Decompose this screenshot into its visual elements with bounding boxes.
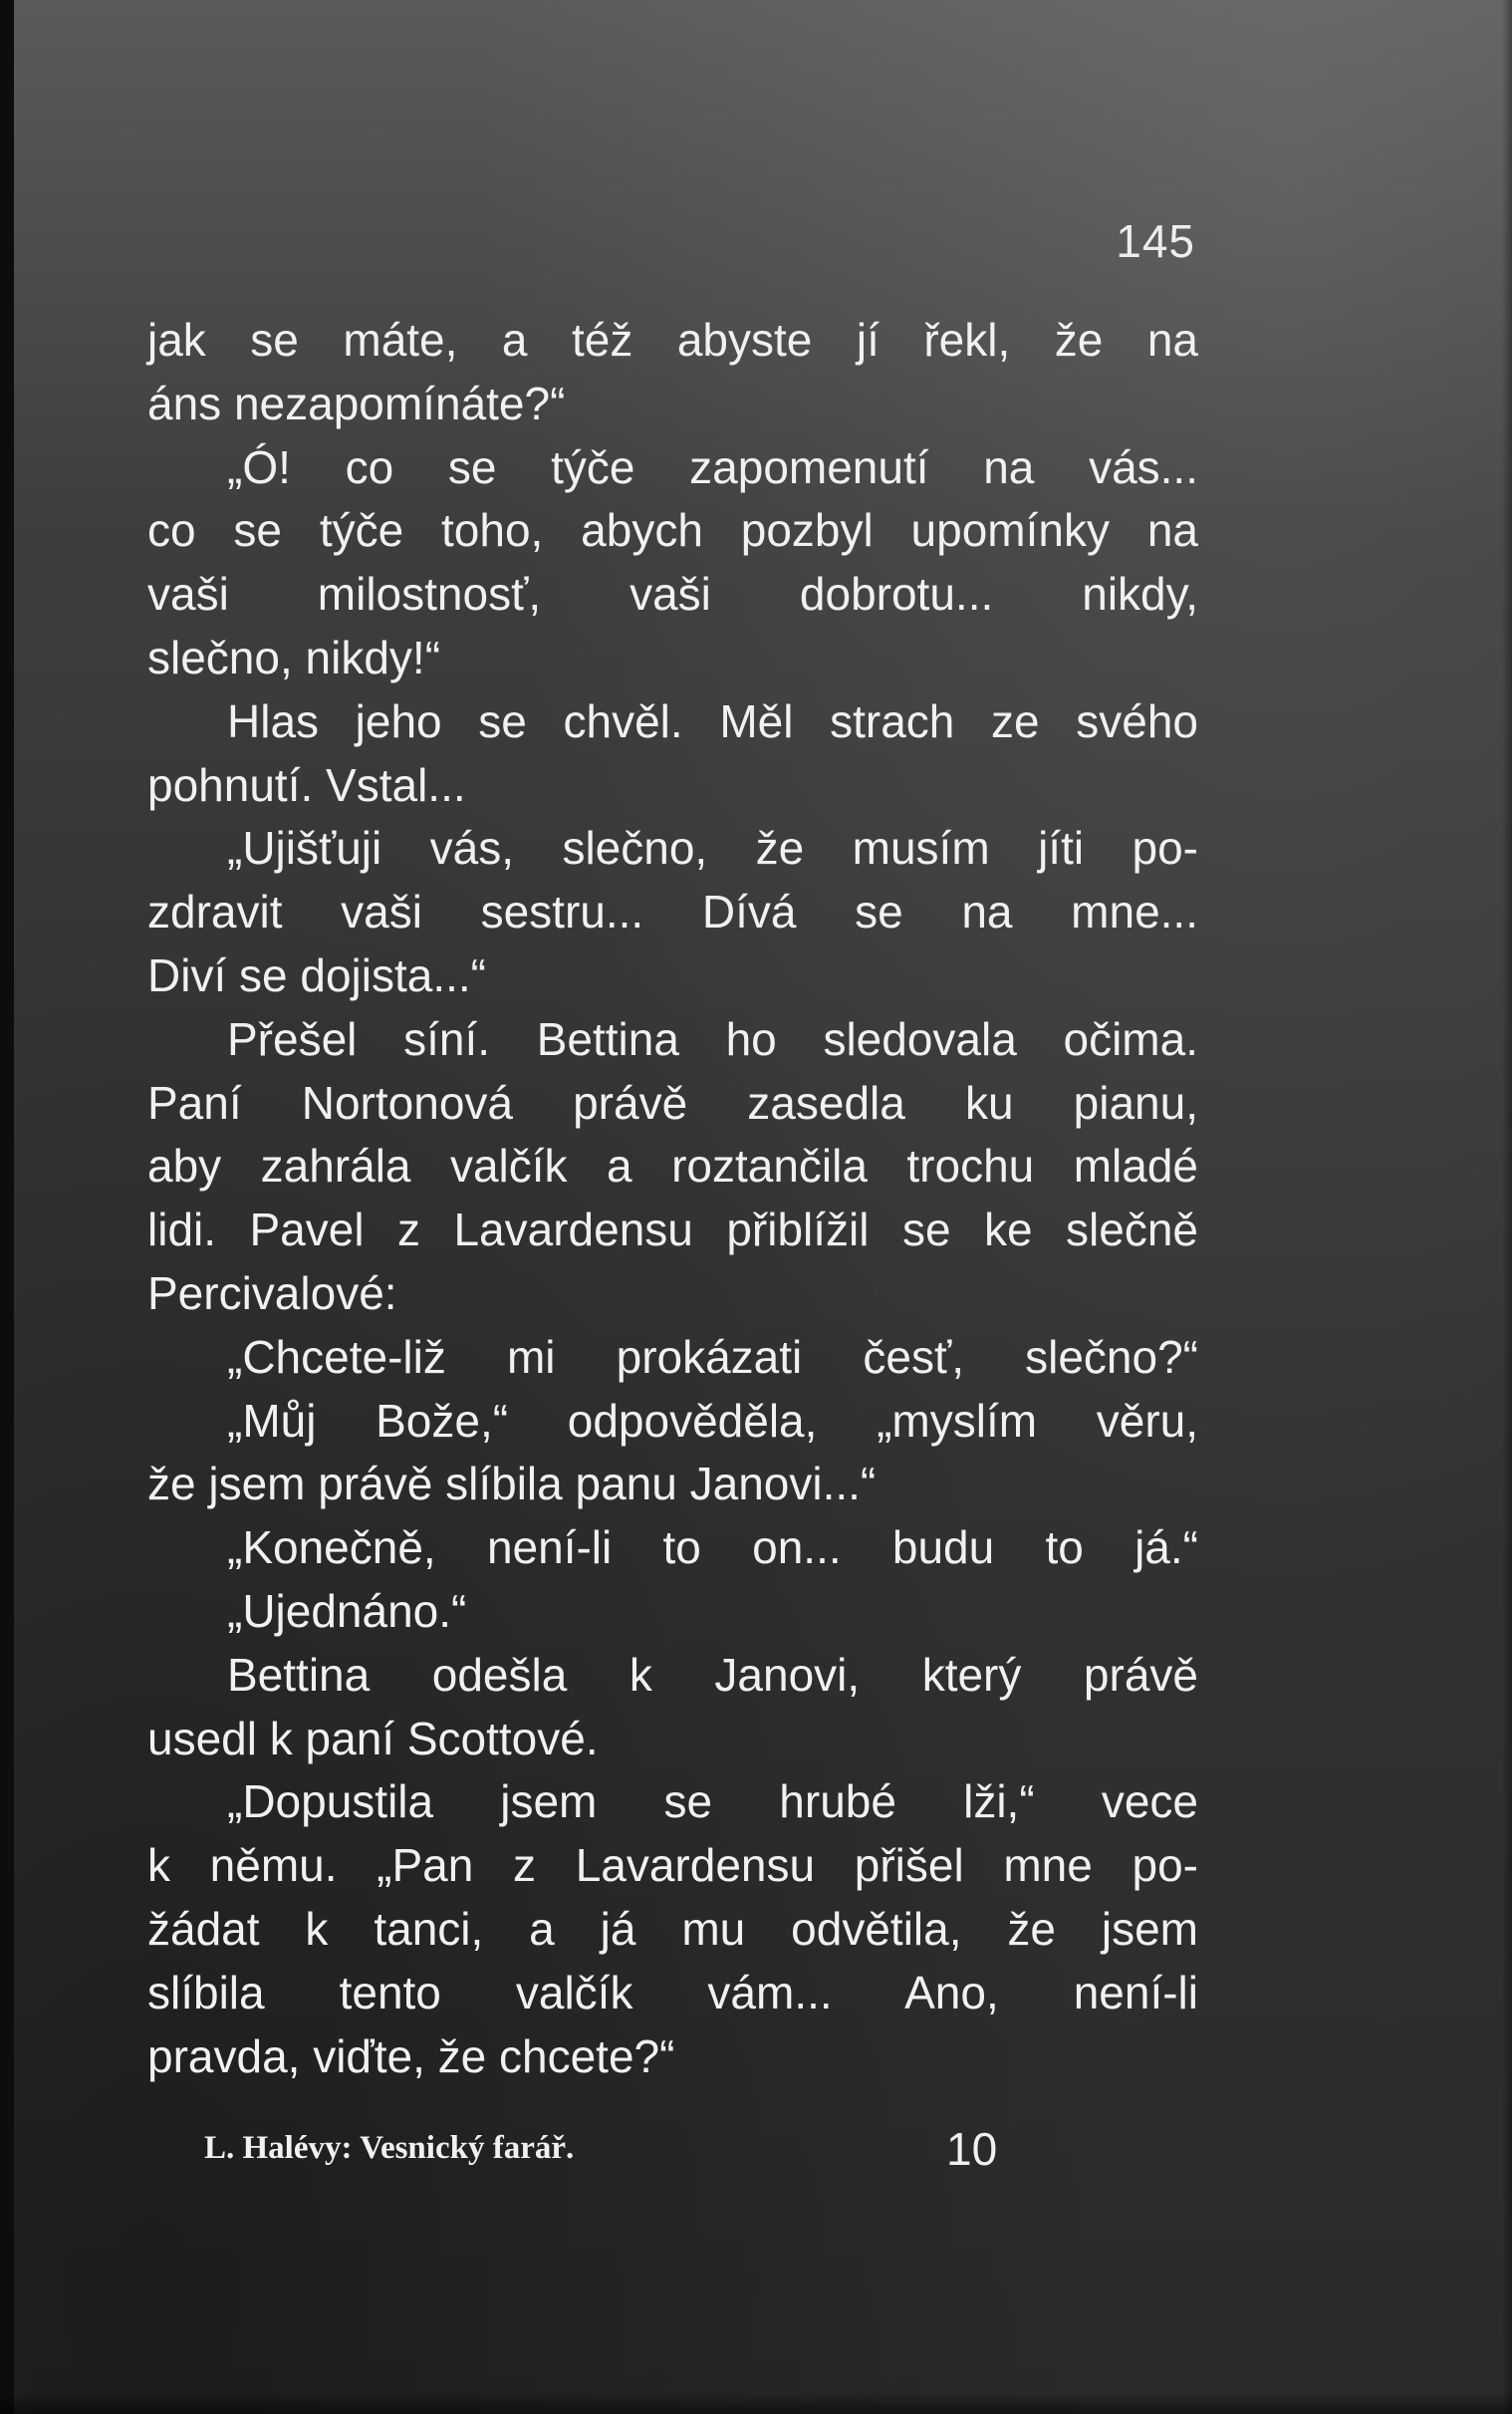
text-line: „Konečně, není-li to on... budu to já.“ bbox=[227, 1521, 1198, 1574]
body-text bbox=[147, 309, 1198, 2088]
text-line: „Ujednáno.“ bbox=[227, 1584, 467, 1637]
text-line: jak se máte, a též abyste jí řekl, že na bbox=[147, 314, 1198, 366]
text-line: „Ó! co se týče zapomenutí na vás... bbox=[227, 440, 1198, 493]
text-line: Paní Nortonová právě zasedla ku pianu, bbox=[147, 1076, 1198, 1129]
page-left-edge bbox=[0, 0, 14, 2414]
text-line: vaši milostnosť, vaši dobrotu... nikdy, bbox=[147, 568, 1198, 621]
text-line: zdravit vaši sestru... Dívá se na mne... bbox=[147, 886, 1198, 939]
text-line: usedl k paní Scottové. bbox=[147, 1712, 599, 1764]
text-line: co se týče toho, abych pozbyl upomínky na bbox=[147, 504, 1198, 557]
text-line: „Dopustila jsem se hrubé lži,“ vece bbox=[227, 1775, 1198, 1828]
text-line: Diví se dojista...“ bbox=[147, 948, 486, 1001]
text-line: slíbila tento valčík vám... Ano, není-li bbox=[147, 1966, 1198, 2018]
text-line: žádat k tanci, a já mu odvětila, že jsem bbox=[147, 1902, 1198, 1955]
text-line: Hlas jeho se chvěl. Měl strach ze svého bbox=[227, 694, 1198, 747]
text-line: Percivalové: bbox=[147, 1266, 397, 1319]
text-line: pravda, viďte, že chcete?“ bbox=[147, 2029, 675, 2082]
text-line: slečno, nikdy!“ bbox=[147, 631, 441, 683]
page-number: 145 bbox=[1116, 215, 1195, 267]
text-line: „Chcete-liž mi prokázati česť, slečno?“ bbox=[227, 1330, 1198, 1383]
text-line: lidi. Pavel z Lavardensu přiblížil se ke slečně bbox=[147, 1204, 1198, 1256]
text-line: Bettina odešla k Janovi, který právě bbox=[227, 1648, 1198, 1701]
text-line: k němu. „Pan z Lavardensu přišel mne po- bbox=[147, 1839, 1198, 1892]
text-line: pohnutí. Vstal... bbox=[147, 758, 466, 811]
text-line: áns nezapomínáte?“ bbox=[147, 377, 566, 429]
page-bottom-edge bbox=[0, 2392, 1512, 2414]
text-line: „Můj Bože,“ odpověděla, „myslím věru, bbox=[227, 1394, 1198, 1447]
text-line: „Ujišťuji vás, slečno, že musím jíti po- bbox=[227, 822, 1198, 875]
text-line: aby zahrála valčík a roztančila trochu mladé bbox=[147, 1140, 1198, 1193]
page-right-edge bbox=[1502, 0, 1512, 2414]
text-line: že jsem právě slíbila panu Janovi...“ bbox=[147, 1458, 877, 1510]
text-line: Přešel síní. Bettina ho sledovala očima. bbox=[227, 1012, 1198, 1065]
sheet-number: 10 bbox=[946, 2123, 998, 2175]
footer-signature: L. Halévy: Vesnický farář. bbox=[204, 2130, 575, 2166]
